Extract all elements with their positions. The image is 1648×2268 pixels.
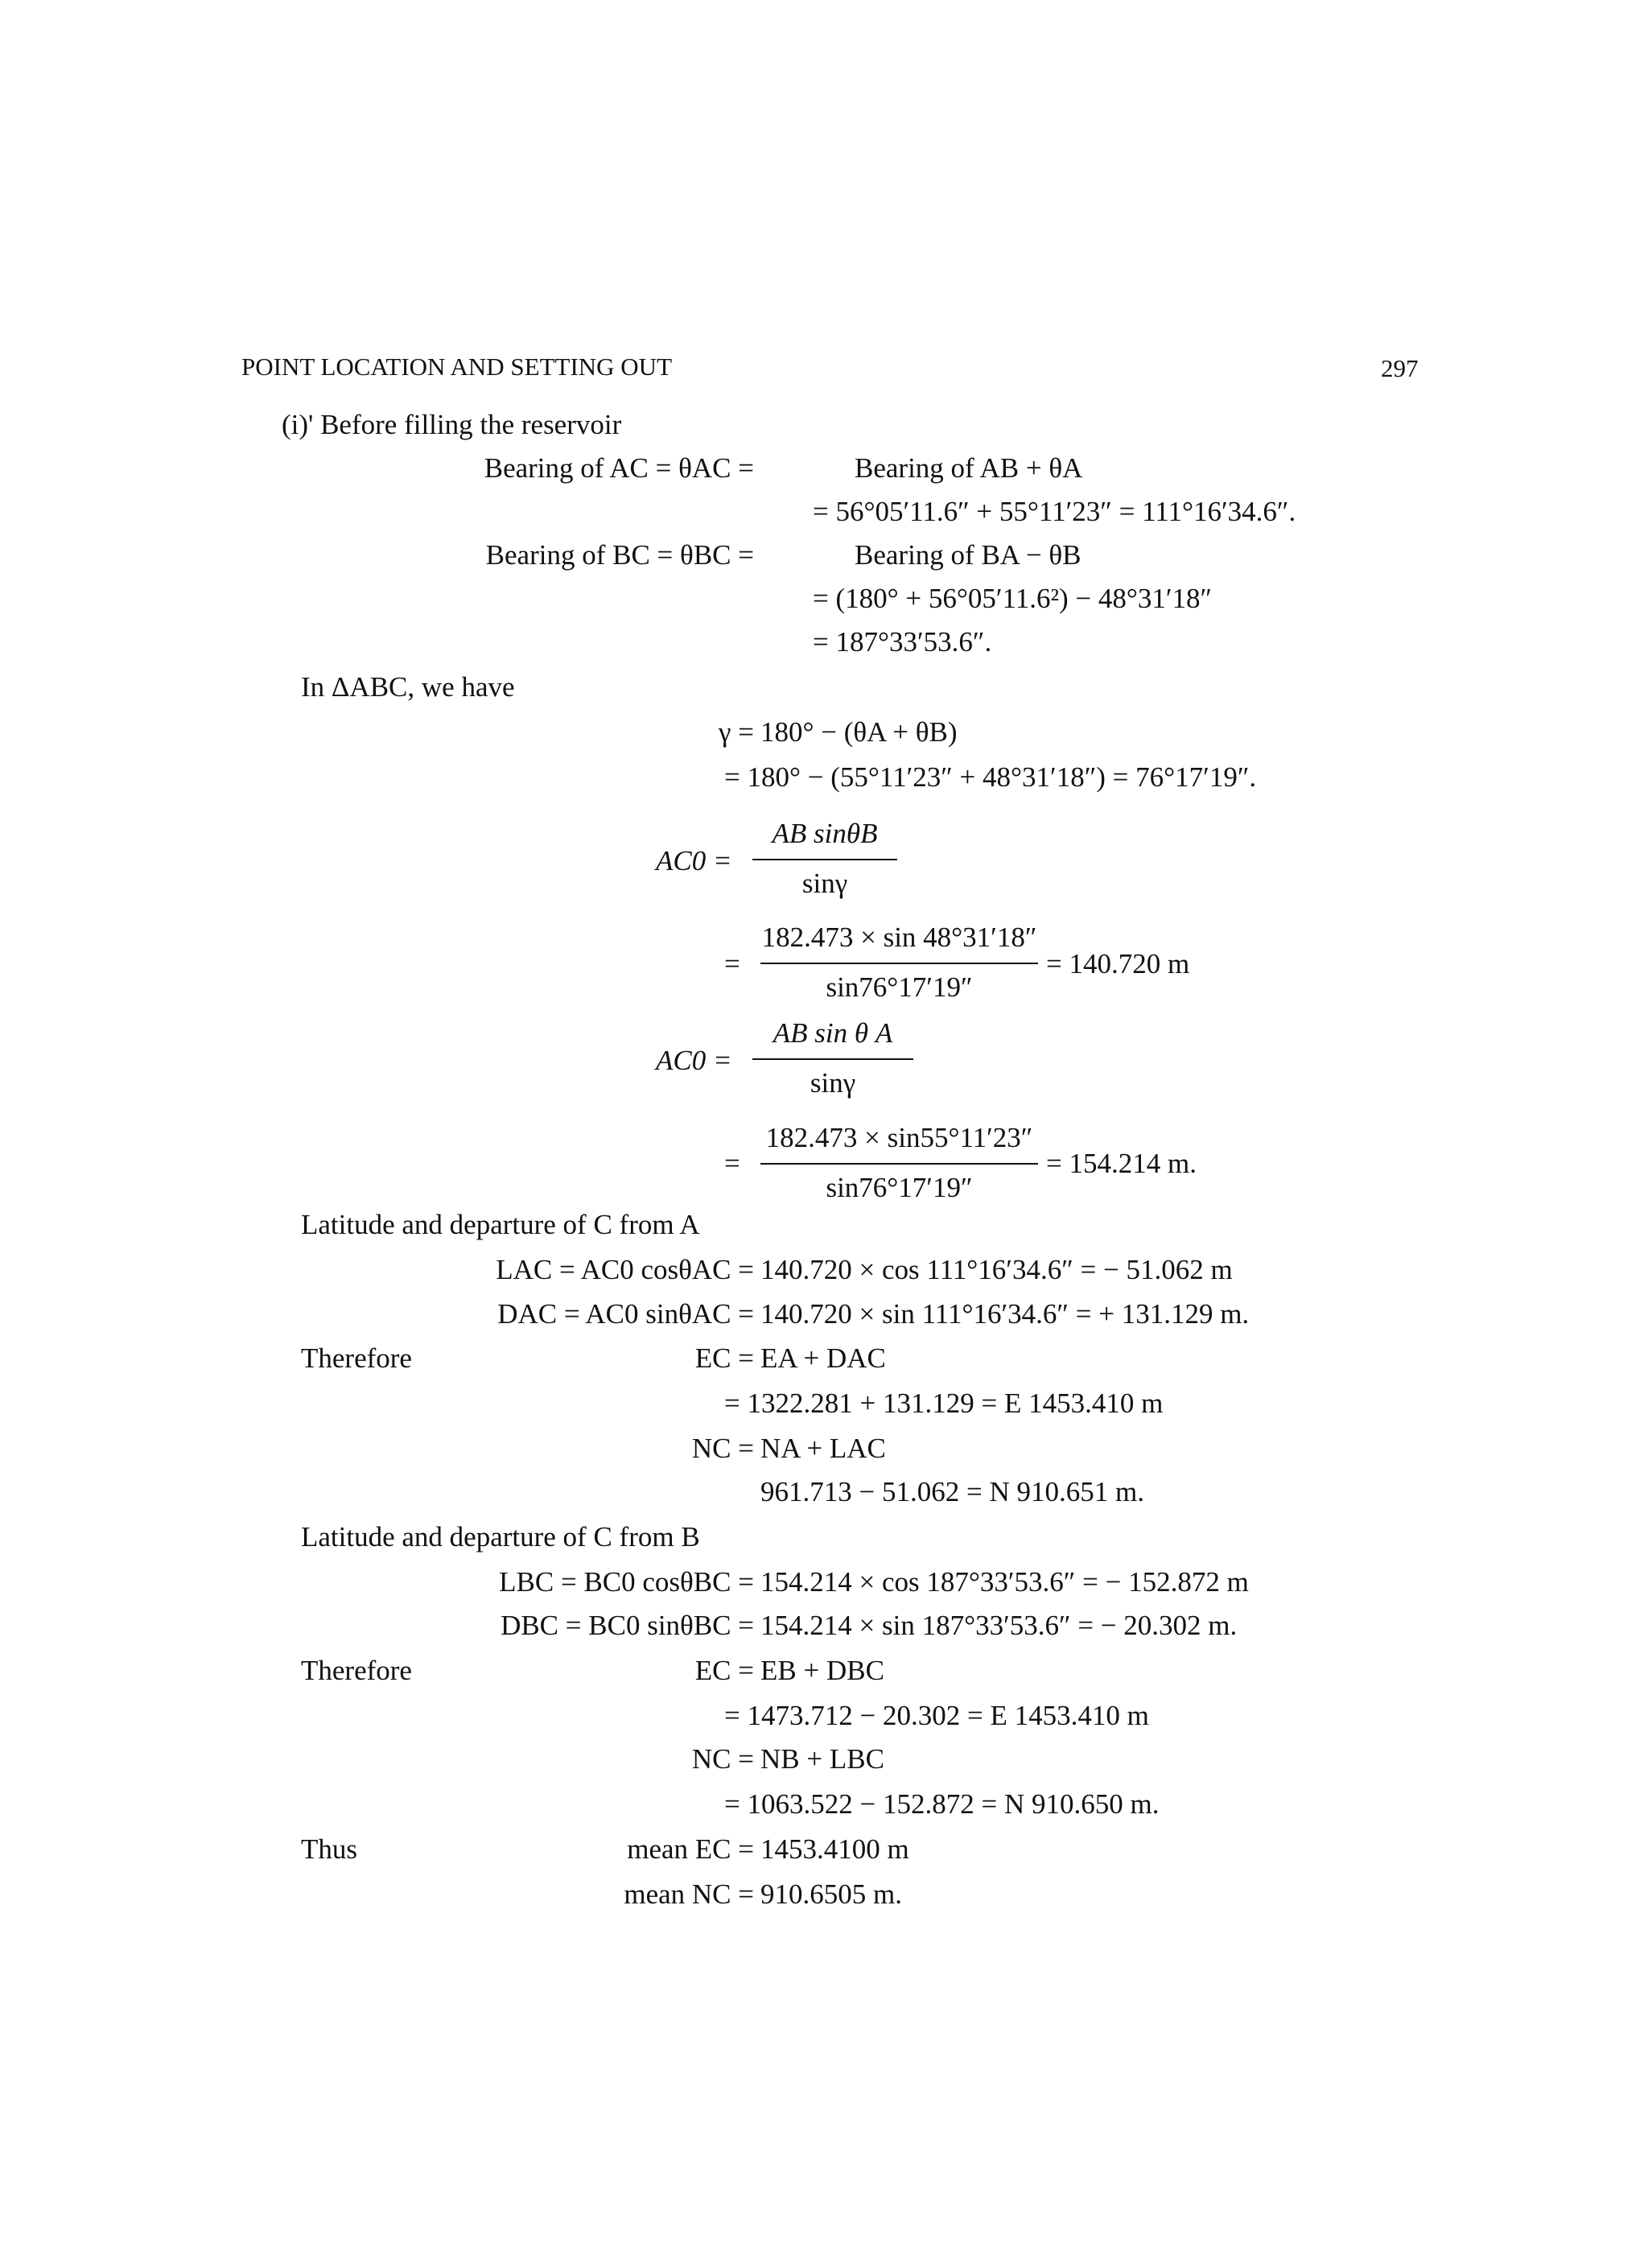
nc-rhs: NA + LAC	[760, 1433, 886, 1464]
section-heading: (i)' Before filling the reservoir	[282, 409, 622, 440]
bc0-numeric-fraction	[760, 1124, 1038, 1204]
nc-lhs: NC =	[691, 1743, 754, 1775]
fraction-numerator: AB sin θ A	[772, 1017, 893, 1049]
ec-value: = 1473.712 − 20.302 = E 1453.410 m	[724, 1700, 1149, 1731]
from-a-heading: Latitude and departure of C from A	[301, 1209, 700, 1240]
therefore-label: Therefore	[301, 1342, 412, 1374]
bearing-ac-rhs: Bearing of AB + θA	[855, 452, 1083, 484]
nc-value: = 1063.522 − 152.872 = N 910.650 m.	[724, 1788, 1160, 1820]
triangle-intro: In ΔABC, we have	[301, 671, 515, 703]
mean-nc-lhs: mean NC =	[624, 1878, 754, 1910]
mean-ec-value: 1453.4100 m	[760, 1833, 909, 1865]
fraction-numerator: 182.473 × sin55°11′23″	[765, 1122, 1033, 1153]
ac0-label-1: AC0 =	[656, 845, 732, 876]
fraction-denominator: sin76°17′19″	[826, 1172, 973, 1203]
nc-lhs: NC =	[691, 1433, 754, 1464]
running-header: POINT LOCATION AND SETTING OUT	[241, 353, 673, 381]
thus-label: Thus	[301, 1833, 357, 1865]
nc-value: 961.713 − 51.062 = N 910.651 m.	[760, 1476, 1144, 1507]
bearing-bc-value: = 187°33′53.6″.	[813, 626, 992, 658]
ac0-fraction	[752, 819, 897, 900]
bearing-ac-value: = 56°05′11.6″ + 55°11′23″ = 111°16′34.6″.	[813, 496, 1296, 527]
fraction-bar	[760, 1163, 1038, 1165]
fraction-denominator: sinγ	[810, 1067, 856, 1099]
bc0-result: = 154.214 m.	[1046, 1148, 1197, 1179]
from-b-heading: Latitude and departure of C from B	[301, 1521, 700, 1553]
bearing-bc-rhs: Bearing of BA − θB	[855, 539, 1082, 571]
gamma-lhs: γ =	[719, 716, 754, 748]
equals-sign: =	[724, 1148, 740, 1179]
lac-rhs: 140.720 × cos 111°16′34.6″ = − 51.062 m	[760, 1254, 1233, 1285]
fraction-numerator: 182.473 × sin 48°31′18″	[761, 922, 1037, 953]
lbc-rhs: 154.214 × cos 187°33′53.6″ = − 152.872 m	[760, 1566, 1249, 1598]
ec-lhs: EC =	[694, 1655, 754, 1686]
mean-ec-lhs: mean EC =	[627, 1833, 754, 1865]
ec-value: = 1322.281 + 131.129 = E 1453.410 m	[724, 1388, 1164, 1419]
fraction-numerator: AB sinθB	[772, 818, 878, 849]
gamma-formula: 180° − (θA + θB)	[760, 716, 958, 748]
dac-lhs: DAC = AC0 sinθAC =	[497, 1298, 754, 1330]
gamma-value: = 180° − (55°11′23″ + 48°31′18″) = 76°17′19″.	[724, 761, 1257, 793]
ec-rhs: EA + DAC	[760, 1342, 886, 1374]
nc-rhs: NB + LBC	[760, 1743, 884, 1775]
page-number: 297	[1381, 354, 1419, 382]
therefore-label: Therefore	[301, 1655, 412, 1686]
ac0-label-2: AC0 =	[656, 1045, 732, 1076]
fraction-bar	[752, 859, 897, 860]
bc0-fraction	[752, 1019, 913, 1099]
lbc-lhs: LBC = BC0 cosθBC =	[499, 1566, 754, 1598]
bearing-bc-lhs: Bearing of BC = θBC =	[485, 539, 754, 571]
fraction-denominator: sin76°17′19″	[826, 971, 973, 1003]
dbc-lhs: DBC = BC0 sinθBC =	[501, 1610, 754, 1641]
bearing-ac-lhs: Bearing of AC = θAC =	[484, 452, 754, 484]
lac-lhs: LAC = AC0 cosθAC =	[496, 1254, 754, 1285]
fraction-bar	[760, 963, 1038, 964]
bearing-bc-expansion: = (180° + 56°05′11.6²) − 48°31′18″	[813, 583, 1213, 614]
ec-lhs: EC =	[694, 1342, 754, 1374]
fraction-denominator: sinγ	[801, 868, 848, 899]
fraction-bar	[752, 1058, 913, 1060]
ec-rhs: EB + DBC	[760, 1655, 884, 1686]
ac0-numeric-fraction	[760, 923, 1038, 1004]
dbc-rhs: 154.214 × sin 187°33′53.6″ = − 20.302 m.	[760, 1610, 1238, 1641]
ac0-result: = 140.720 m	[1046, 948, 1190, 979]
equals-sign: =	[724, 948, 740, 979]
mean-nc-value: 910.6505 m.	[760, 1878, 902, 1910]
dac-rhs: 140.720 × sin 111°16′34.6″ = + 131.129 m.	[760, 1298, 1250, 1330]
